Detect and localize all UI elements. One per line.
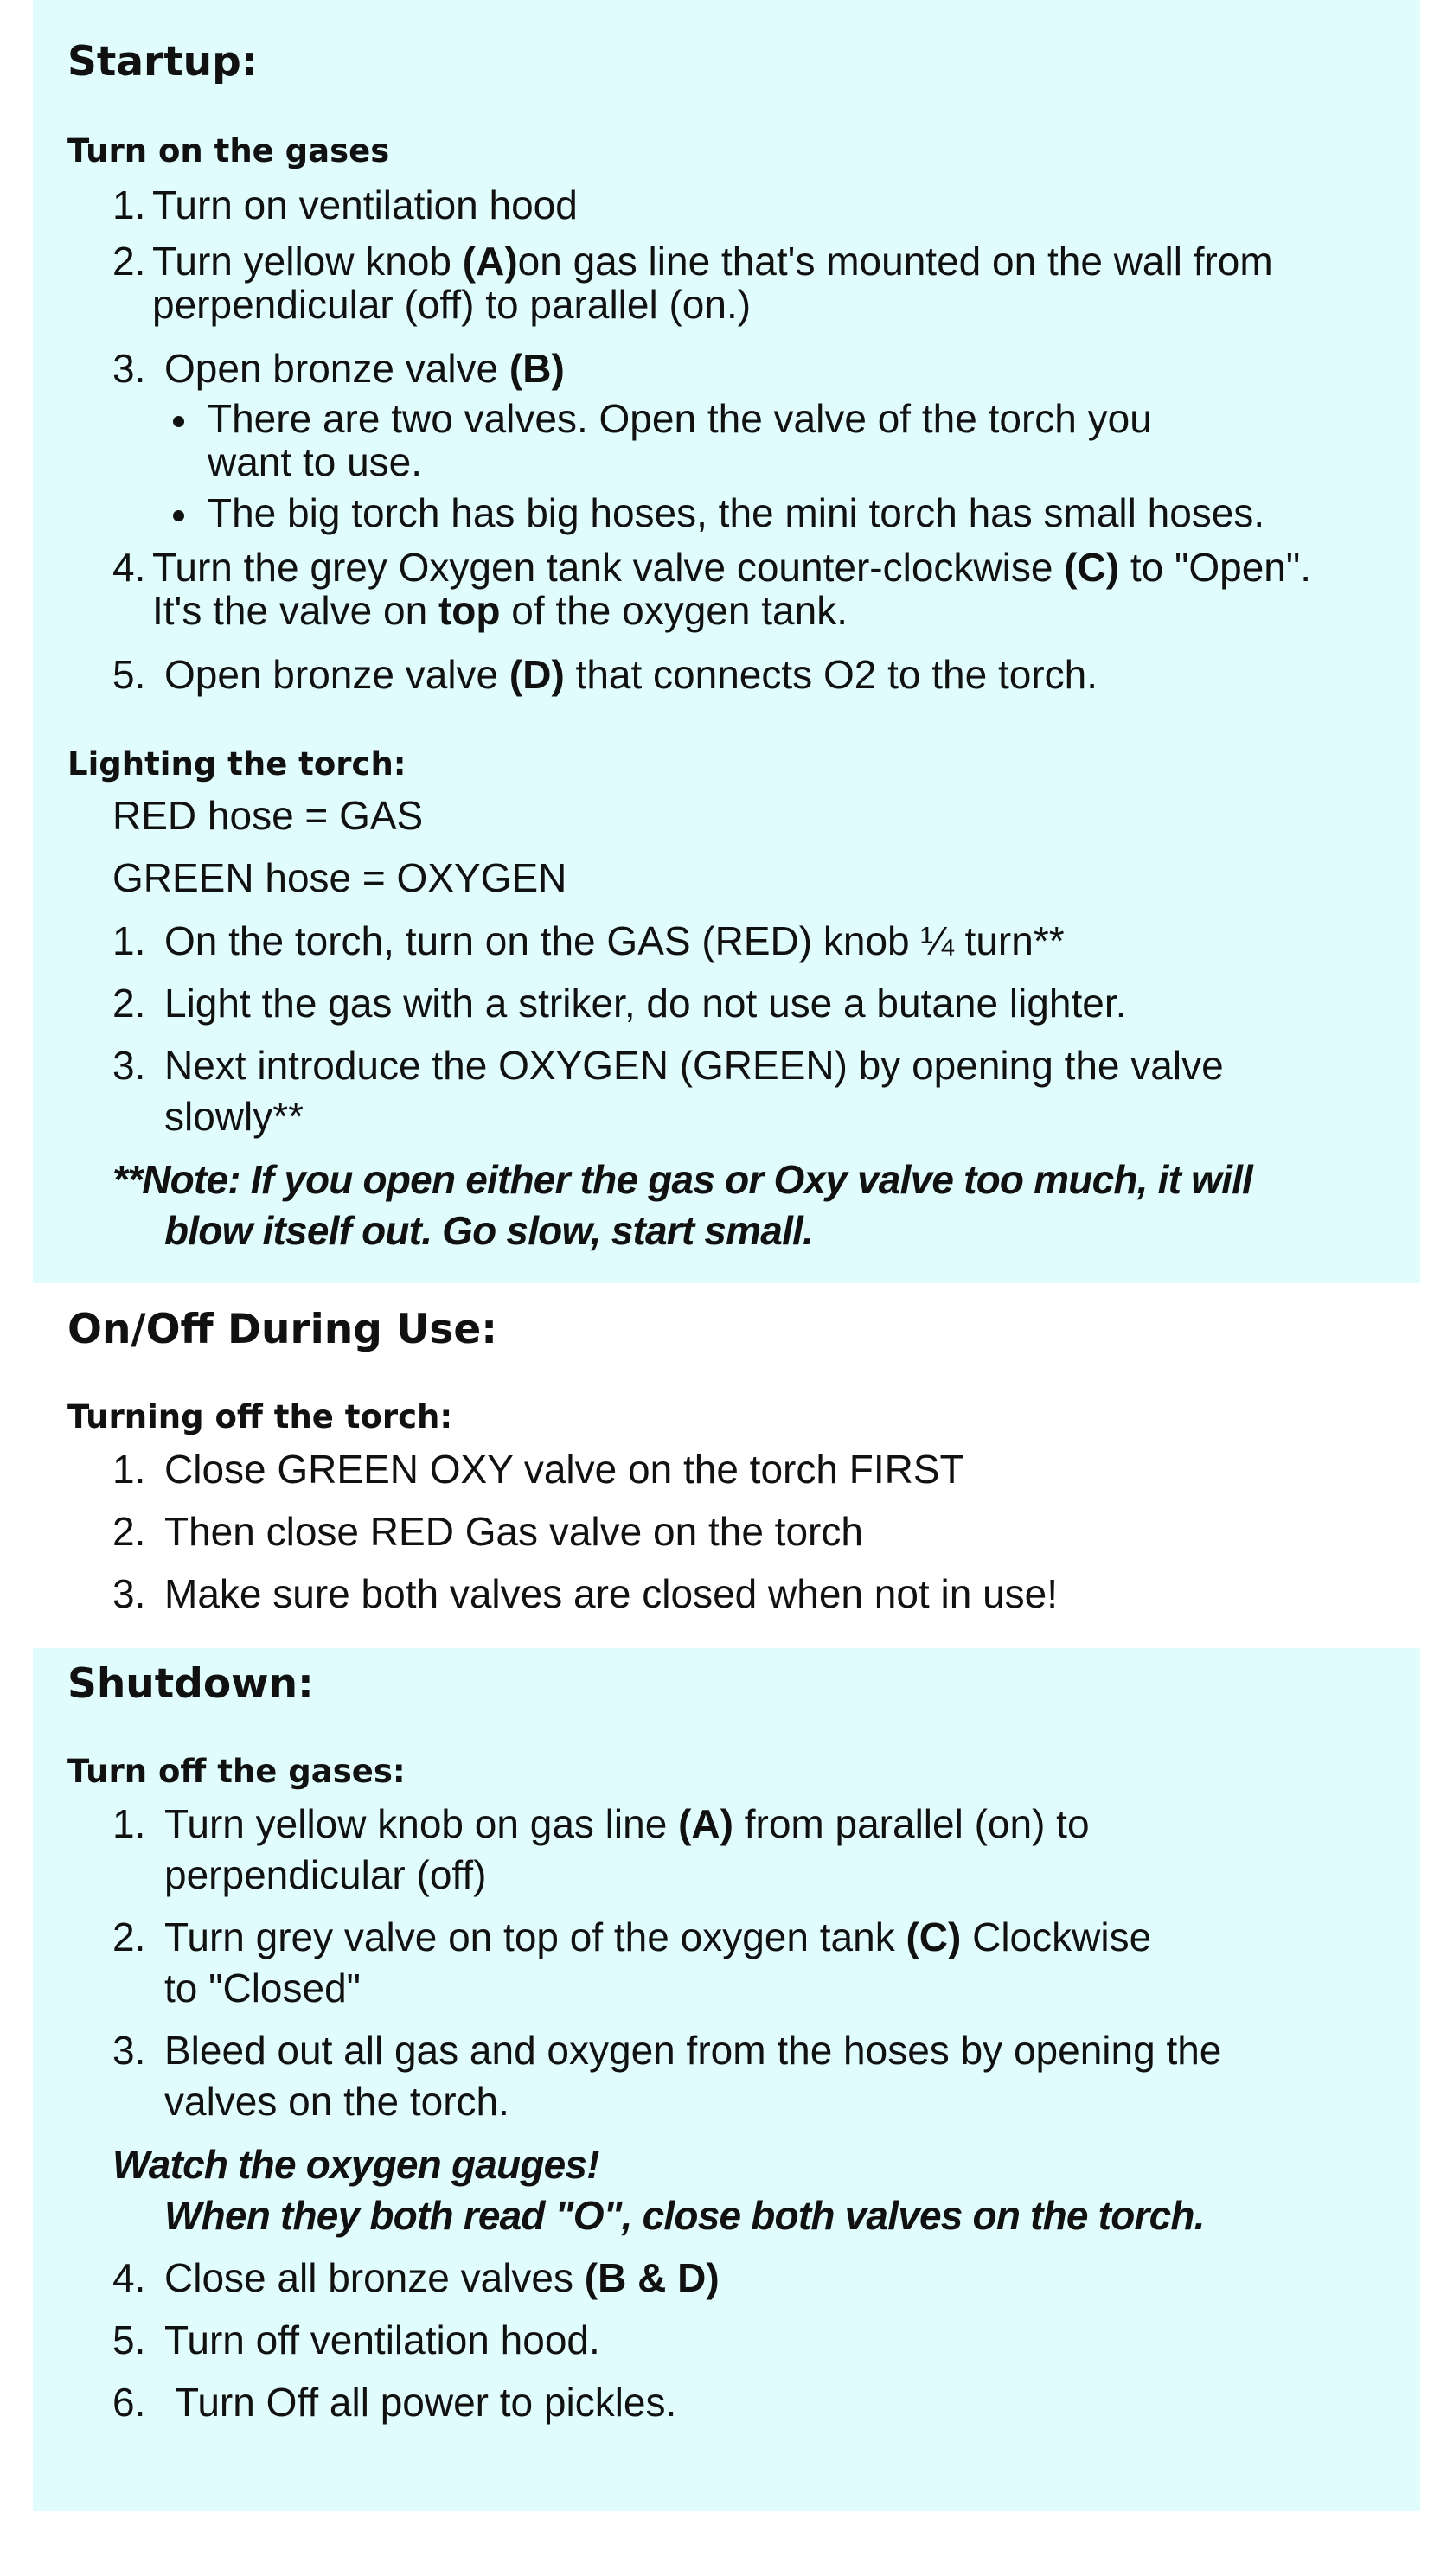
step-text-line2: perpendicular (off) to parallel (on.)	[152, 282, 752, 327]
step-text: Turn on ventilation hood	[152, 182, 578, 227]
step-number: 1.	[112, 918, 146, 963]
step-text: Turn yellow knob on gas line (A) from parallel (on) to	[164, 1801, 1090, 1846]
step-number: 5.	[112, 2317, 146, 2362]
label-c: (C)	[906, 1914, 962, 1959]
step-number: 6.	[112, 2380, 146, 2425]
lighting-torch-heading: Lighting the torch:	[67, 745, 406, 783]
step-text: Turn grey valve on top of the oxygen tank (C) Clockwise	[164, 1914, 1152, 1959]
label-a: (A)	[462, 239, 518, 284]
step-number: 1.	[112, 1801, 146, 1846]
red-hose-legend: RED hose = GAS	[112, 793, 424, 838]
bullet-dot	[173, 416, 184, 427]
step-text: Turn yellow knob (A)on gas line that's mounted on the wall from	[152, 239, 1273, 284]
step-text: Close GREEN OXY valve on the torch FIRST	[164, 1447, 964, 1492]
step-number: 3.	[112, 2028, 146, 2073]
shutdown-section	[33, 1648, 1420, 2511]
label-b-d: (B & D)	[584, 2255, 720, 2300]
label-c: (C)	[1064, 545, 1120, 590]
bullet-dot	[173, 510, 184, 521]
step-number: 4.	[112, 2255, 146, 2300]
watch-gauges-line1: Watch the oxygen gauges!	[112, 2142, 599, 2187]
onoff-section	[33, 1283, 1420, 1648]
step-text: On the torch, turn on the GAS (RED) knob ¼ turn**	[164, 918, 1065, 963]
step-text: Open bronze valve (D) that connects O2 to the torch.	[164, 652, 1098, 697]
step-text: Turn the grey Oxygen tank valve counter-clockwise (C) to "Open".	[152, 545, 1311, 590]
step-number: 3.	[112, 346, 146, 391]
green-hose-legend: GREEN hose = OXYGEN	[112, 855, 567, 900]
step-text: Close all bronze valves (B & D)	[164, 2255, 720, 2300]
startup-title: Startup:	[67, 38, 258, 86]
step-text-line2: valves on the torch.	[164, 2079, 509, 2124]
step-text-line2: It's the valve on top of the oxygen tank.	[152, 588, 848, 633]
turn-on-gases-heading: Turn on the gases	[67, 132, 390, 169]
step-number: 3.	[112, 1043, 146, 1088]
label-b: (B)	[509, 346, 565, 391]
bullet-text: The big torch has big hoses, the mini torch has small hoses.	[208, 490, 1265, 535]
onoff-title: On/Off During Use:	[67, 1306, 498, 1353]
step-number: 5.	[112, 652, 146, 697]
step-number: 4.	[112, 545, 146, 590]
step-text: Turn off ventilation hood.	[164, 2317, 600, 2362]
label-d: (D)	[509, 652, 565, 697]
step-text-line2: perpendicular (off)	[164, 1852, 487, 1897]
label-a: (A)	[678, 1801, 733, 1846]
turning-off-torch-heading: Turning off the torch:	[67, 1398, 453, 1435]
bullet-text: There are two valves. Open the valve of the torch you	[208, 396, 1152, 441]
step-text: Bleed out all gas and oxygen from the hoses by opening the	[164, 2028, 1222, 2073]
step-text-line2: slowly**	[164, 1094, 304, 1139]
step-text: Open bronze valve (B)	[164, 346, 565, 391]
step-number: 2.	[112, 1914, 146, 1959]
shutdown-title: Shutdown:	[67, 1660, 314, 1708]
step-text-line2: to "Closed"	[164, 1966, 361, 2010]
watch-gauges-line2: When they both read "O", close both valves on the torch.	[164, 2193, 1205, 2238]
step-text: Light the gas with a striker, do not use a butane lighter.	[164, 981, 1127, 1026]
step-number: 2.	[112, 1509, 146, 1554]
step-number: 2.	[112, 981, 146, 1026]
step-text: Turn Off all power to pickles.	[164, 2380, 677, 2425]
step-number: 3.	[112, 1571, 146, 1616]
turn-off-gases-heading: Turn off the gases:	[67, 1753, 406, 1790]
step-number: 1.	[112, 182, 146, 227]
step-text: Then close RED Gas valve on the torch	[164, 1509, 863, 1554]
step-number: 1.	[112, 1447, 146, 1492]
note-line1: **Note: If you open either the gas or Oxy valve too much, it will	[112, 1157, 1253, 1202]
startup-section	[33, 0, 1420, 1283]
step-text: Next introduce the OXYGEN (GREEN) by opening the valve	[164, 1043, 1224, 1088]
step-text: Make sure both valves are closed when not in use!	[164, 1571, 1059, 1616]
note-line2: blow itself out. Go slow, start small.	[164, 1208, 814, 1253]
step-number: 2.	[112, 239, 146, 284]
bullet-text-line2: want to use.	[208, 439, 423, 484]
